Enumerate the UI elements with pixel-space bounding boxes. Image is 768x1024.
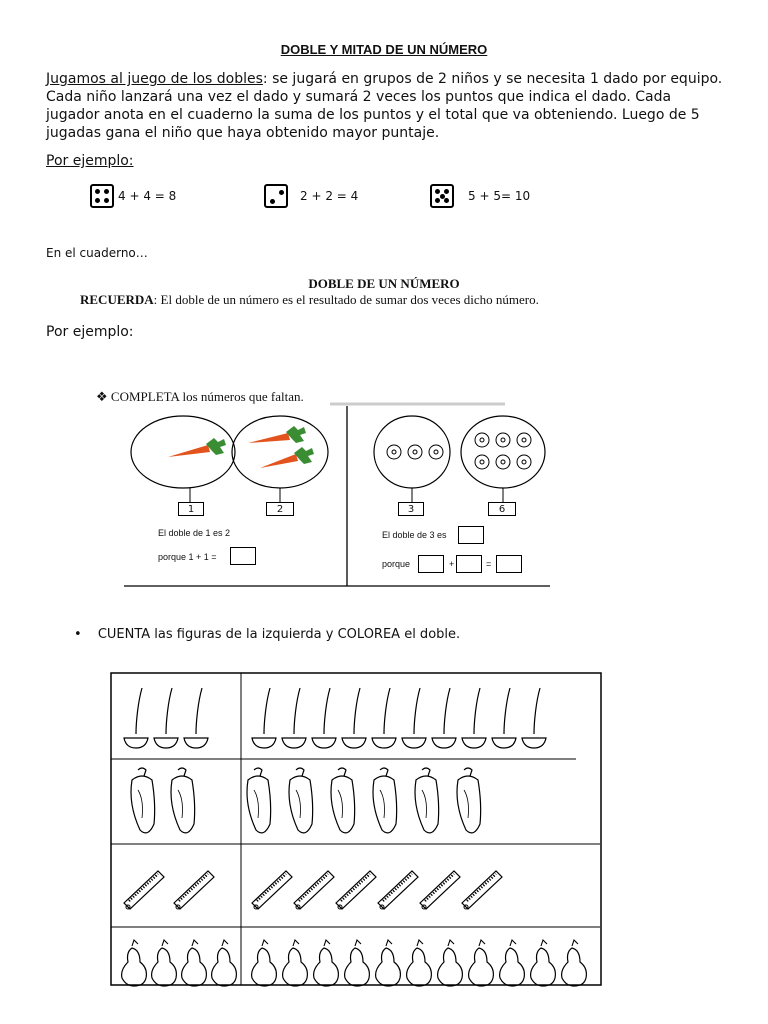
pear-icon[interactable] bbox=[438, 940, 463, 986]
number-box-1: 1 bbox=[178, 502, 204, 516]
cuaderno-note: En el cuaderno… bbox=[46, 246, 148, 260]
answer-box[interactable] bbox=[230, 547, 256, 565]
pear-icon bbox=[152, 940, 177, 986]
answer-box[interactable] bbox=[456, 555, 482, 573]
pear-icon bbox=[122, 940, 147, 986]
oval-two-carrots bbox=[232, 416, 328, 488]
ladle-icon bbox=[124, 688, 148, 748]
ladle-icon[interactable] bbox=[372, 688, 396, 748]
oval-six-flowers bbox=[461, 416, 545, 488]
carrot-icon bbox=[248, 426, 306, 443]
number-box-6: 6 bbox=[488, 502, 516, 516]
ladle-icon bbox=[154, 688, 178, 748]
pear-icon[interactable] bbox=[376, 940, 401, 986]
completa-text: COMPLETA los números que faltan. bbox=[110, 389, 304, 404]
pepper-icon[interactable] bbox=[415, 768, 439, 833]
pear-icon[interactable] bbox=[562, 940, 587, 986]
ladle-icon[interactable] bbox=[462, 688, 486, 748]
counting-table bbox=[110, 672, 604, 988]
ladle-icon[interactable] bbox=[492, 688, 516, 748]
ladle-icon[interactable] bbox=[252, 688, 276, 748]
pepper-icon[interactable] bbox=[247, 768, 271, 833]
pear-icon bbox=[182, 940, 207, 986]
pear-icon[interactable] bbox=[500, 940, 525, 986]
comb-icon[interactable] bbox=[462, 871, 502, 909]
dice-equation-3: 5 + 5= 10 bbox=[468, 189, 531, 203]
oval-three-flowers bbox=[374, 416, 450, 488]
pepper-icon[interactable] bbox=[373, 768, 397, 833]
carrot-icon bbox=[260, 447, 314, 468]
comb-icon[interactable] bbox=[294, 871, 334, 909]
dice-example-3 bbox=[430, 184, 530, 208]
pear-icon[interactable] bbox=[252, 940, 277, 986]
die-five-icon bbox=[430, 184, 454, 208]
answer-box[interactable] bbox=[496, 555, 522, 573]
ladle-icon[interactable] bbox=[432, 688, 456, 748]
recuerda-note bbox=[80, 292, 539, 308]
dice-example-1 bbox=[90, 184, 176, 208]
recuerda-text: : El doble de un número es el resultado de sumar dos veces dicho número. bbox=[153, 292, 539, 307]
cuenta-instruction bbox=[74, 627, 460, 642]
answer-box[interactable] bbox=[418, 555, 444, 573]
carrot-icon bbox=[168, 438, 226, 457]
comb-icon[interactable] bbox=[420, 871, 460, 909]
answer-box[interactable] bbox=[458, 526, 484, 544]
pear-icon[interactable] bbox=[345, 940, 370, 986]
intro-lead: Jugamos al juego de los dobles bbox=[46, 71, 263, 87]
recuerda-label: RECUERDA bbox=[80, 292, 154, 307]
right-porque: porque bbox=[382, 559, 411, 569]
plus-sign: + bbox=[449, 559, 455, 569]
left-sentence: El doble de 1 es 2 bbox=[158, 528, 231, 538]
comb-icon[interactable] bbox=[252, 871, 292, 909]
ladle-icon[interactable] bbox=[522, 688, 546, 748]
pepper-icon bbox=[171, 768, 195, 833]
dice-example-2 bbox=[264, 184, 358, 208]
flower-icons bbox=[387, 433, 531, 469]
dice-equation-1: 4 + 4 = 8 bbox=[118, 189, 177, 203]
pear-icon[interactable] bbox=[469, 940, 494, 986]
ladle-icon[interactable] bbox=[282, 688, 306, 748]
cuenta-text: CUENTA las figuras de la izquierda y COLOREA el doble. bbox=[97, 627, 461, 642]
right-sentence: El doble de 3 es bbox=[382, 530, 447, 540]
dice-equation-2: 2 + 2 = 4 bbox=[300, 189, 359, 203]
left-porque: porque 1 + 1 = bbox=[158, 552, 217, 562]
pepper-icon[interactable] bbox=[331, 768, 355, 833]
ladle-icon[interactable] bbox=[402, 688, 426, 748]
diamond-bullet-icon: ❖ bbox=[96, 389, 108, 404]
pepper-icon[interactable] bbox=[289, 768, 313, 833]
section-title: DOBLE DE UN NÚMERO bbox=[308, 276, 460, 291]
ladle-icon[interactable] bbox=[342, 688, 366, 748]
ladle-icon[interactable] bbox=[312, 688, 336, 748]
comb-icon bbox=[174, 871, 214, 909]
number-box-3: 3 bbox=[398, 502, 424, 516]
page-title: DOBLE Y MITAD DE UN NÚMERO bbox=[280, 42, 488, 57]
equals-sign: = bbox=[486, 559, 492, 569]
example-label-1: Por ejemplo: bbox=[46, 153, 134, 169]
pepper-icon[interactable] bbox=[457, 768, 481, 833]
bullet-icon: • bbox=[74, 627, 82, 642]
die-four-icon bbox=[90, 184, 114, 208]
comb-icon[interactable] bbox=[378, 871, 418, 909]
pear-icon[interactable] bbox=[283, 940, 308, 986]
number-box-2: 2 bbox=[266, 502, 294, 516]
double-exercise-figure bbox=[120, 400, 560, 592]
pear-icon[interactable] bbox=[531, 940, 556, 986]
pear-icon[interactable] bbox=[407, 940, 432, 986]
example-label-2: Por ejemplo: bbox=[46, 324, 134, 340]
pear-icon[interactable] bbox=[314, 940, 339, 986]
pepper-icon bbox=[131, 768, 155, 833]
intro-body: : se jugará en grupos de 2 niños y se necesita 1 dado por equipo. Cada niño lanzará una vez el dado y sumará 2 veces los puntos que indica el dado. Cada jugador anota en el cuaderno la suma de los puntos y el total que va obteniendo. Luego de 5 jugadas gana el niño que haya obtenido mayor puntaje. bbox=[46, 71, 723, 141]
die-two-icon bbox=[264, 184, 288, 208]
comb-icon bbox=[124, 871, 164, 909]
pear-icon bbox=[212, 940, 237, 986]
ladle-icon bbox=[184, 688, 208, 748]
intro-paragraph bbox=[46, 70, 726, 142]
comb-icon[interactable] bbox=[336, 871, 376, 909]
